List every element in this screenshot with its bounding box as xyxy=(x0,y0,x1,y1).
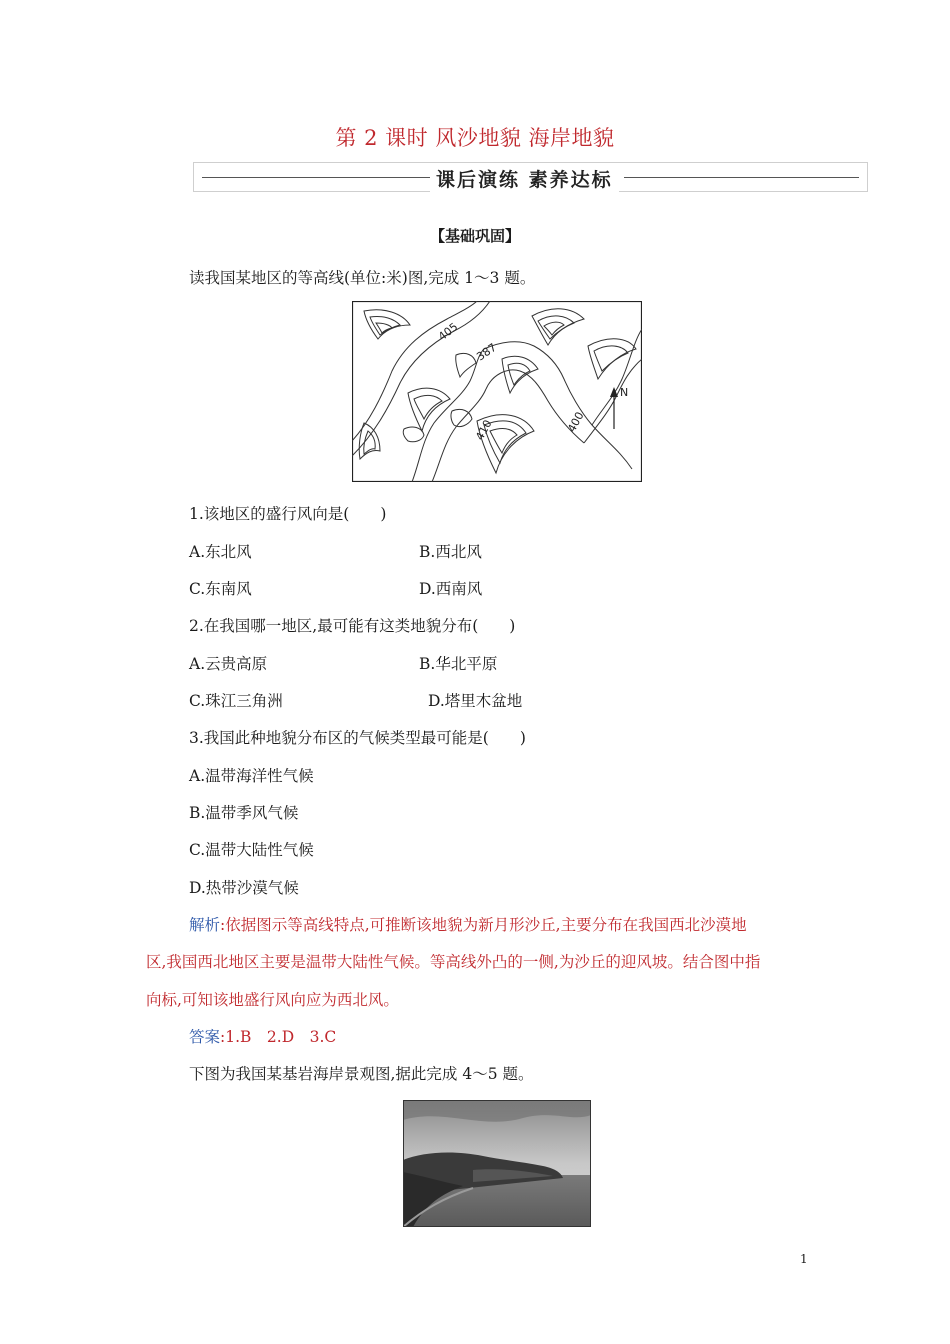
q1-option-d: D.西南风 xyxy=(419,580,483,598)
contour-label-400: 400 xyxy=(565,409,587,435)
coast-photo xyxy=(403,1100,591,1227)
q2-option-b: B.华北平原 xyxy=(419,655,498,673)
analysis-line-1: 解析:依据图示等高线特点,可推断该地貌为新月形沙丘,主要分布在我国西北沙漠地 xyxy=(189,916,747,934)
analysis-line-3: 向标,可知该地盛行风向应为西北风。 xyxy=(146,991,399,1009)
q3-option-c: C.温带大陆性气候 xyxy=(189,841,314,859)
q2-option-a: A.云贵高原 xyxy=(189,655,268,673)
banner-label: 课后演练 素养达标 xyxy=(430,165,619,192)
q1-option-a: A.东北风 xyxy=(189,543,252,561)
answer-label: 答案 xyxy=(189,1028,221,1046)
intro-q1-3: 读我国某地区的等高线(单位:米)图,完成 1～3 题。 xyxy=(189,269,536,287)
contour-map xyxy=(352,301,642,482)
q1-option-b: B.西北风 xyxy=(419,543,482,561)
analysis-line-2: 区,我国西北地区主要是温带大陆性气候。等高线外凸的一侧,为沙丘的迎风坡。结合图中指 xyxy=(146,953,761,971)
contour-label-410: 410 xyxy=(473,417,495,443)
q3-option-a: A.温带海洋性气候 xyxy=(189,767,314,785)
north-label: N xyxy=(620,386,629,399)
section-banner xyxy=(193,162,868,192)
q3-option-b: B.温带季风气候 xyxy=(189,804,299,822)
contour-label-405: 405 xyxy=(435,320,461,344)
question-3: 3.我国此种地貌分布区的气候类型最可能是( ) xyxy=(189,729,526,747)
section-heading: 【基础巩固】 xyxy=(429,227,520,245)
banner-rule-left xyxy=(202,177,432,178)
q2-option-d: D.塔里木盆地 xyxy=(428,692,523,710)
contour-label-387: 387 xyxy=(474,340,499,364)
banner-rule-right xyxy=(624,177,859,178)
q1-option-c: C.东南风 xyxy=(189,580,252,598)
answer-text: :1.B 2.D 3.C xyxy=(220,1028,337,1046)
q3-option-d: D.热带沙漠气候 xyxy=(189,879,299,897)
intro-q4-5: 下图为我国某基岩海岸景观图,据此完成 4～5 题。 xyxy=(189,1065,534,1083)
question-2: 2.在我国哪一地区,最可能有这类地貌分布( ) xyxy=(189,617,516,635)
page-number: 1 xyxy=(800,1252,808,1266)
page-title: 第 2 课时 风沙地貌 海岸地貌 xyxy=(335,126,615,150)
question-1: 1.该地区的盛行风向是( ) xyxy=(189,505,387,523)
analysis-label: 解析 xyxy=(189,916,221,934)
answer-line xyxy=(189,1025,336,1047)
q2-option-c: C.珠江三角洲 xyxy=(189,692,283,710)
